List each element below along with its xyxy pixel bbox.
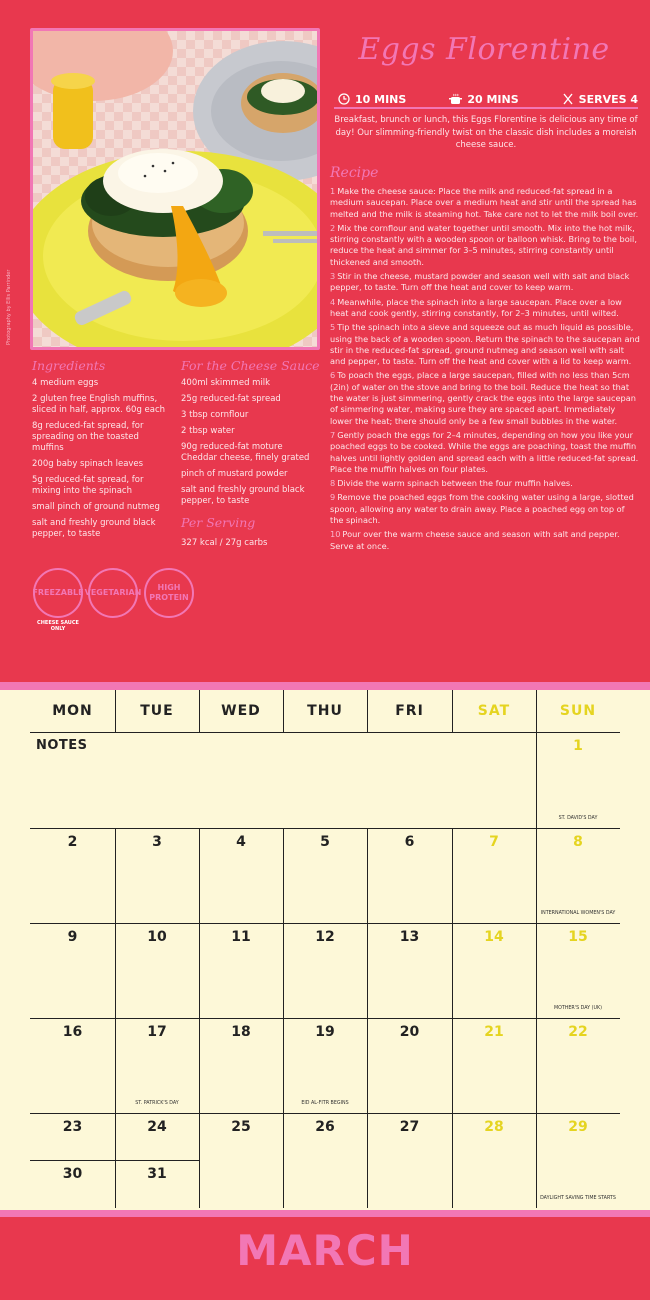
date-cell-25[interactable] xyxy=(199,1113,283,1208)
date-number: 17 xyxy=(147,1024,167,1040)
step-text: Meanwhile, place the spinach into a large saucepan. Place over a low heat and cook gently, stirring constantly, for 2–3 minutes, until wilted. xyxy=(330,296,622,318)
date-number: 23 xyxy=(62,1119,83,1135)
date-number: 12 xyxy=(315,929,335,945)
date-cell-11[interactable] xyxy=(199,923,283,1018)
day-header-mon: MON xyxy=(52,703,93,719)
recipe-intro: Breakfast, brunch or lunch, this Eggs Florentine is delicious any time of day! Our slimming-friendly twist on the classic dish includes a moreish cheese sauce. xyxy=(334,115,638,150)
step-text: Remove the poached eggs from the cooking water using a large, slotted spoon, allowing any water to drain away. Place a poached egg on top of the spinach. xyxy=(330,492,634,526)
column-divider xyxy=(199,690,200,732)
recipe-step xyxy=(330,370,640,426)
date-cell-20[interactable] xyxy=(367,1018,452,1113)
date-cell-12[interactable] xyxy=(283,923,367,1018)
date-cell-19[interactable] xyxy=(283,1018,367,1113)
ingredient-item: salt and freshly ground black pepper, to taste xyxy=(32,518,156,539)
sauce-ingredient-item: 400ml skimmed milk xyxy=(181,378,271,388)
stats-divider xyxy=(334,107,638,109)
recipe-photo xyxy=(30,28,320,350)
prep-time-label: 10 MINS xyxy=(355,92,407,106)
vegetarian-badge: VEGETARIAN xyxy=(88,568,138,618)
recipe-steps xyxy=(330,186,640,555)
recipe-step xyxy=(330,478,640,489)
cheese-sauce-heading: For the Cheese Sauce xyxy=(181,358,320,373)
column-divider xyxy=(367,690,368,732)
eggs-florentine-image xyxy=(33,31,320,350)
date-number: 16 xyxy=(62,1024,83,1040)
recipe-step xyxy=(330,322,640,367)
date-cell-10[interactable] xyxy=(115,923,199,1018)
sauce-ingredient-item: 25g reduced-fat spread xyxy=(181,394,281,404)
date-number: 7 xyxy=(489,834,499,850)
step-text: Make the cheese sauce: Place the milk and reduced-fat spread in a medium saucepan. Place over a medium heat and stir until the spread has melted and the milk is steaming hot. Take care not to let the milk boil over. xyxy=(330,186,639,219)
date-number: 30 xyxy=(62,1166,83,1182)
step-number: 7 xyxy=(330,429,336,440)
date-number: 25 xyxy=(231,1119,251,1135)
date-number: 21 xyxy=(484,1024,504,1040)
header-rule xyxy=(30,732,620,733)
recipe-heading: Recipe xyxy=(330,165,379,181)
step-number: 1 xyxy=(330,186,336,196)
recipe-step xyxy=(330,223,640,268)
date-number: 1 xyxy=(573,738,583,754)
date-cell-14[interactable] xyxy=(452,923,536,1018)
per-serving-value: 327 kcal / 27g carbs xyxy=(181,538,268,548)
recipe-step xyxy=(330,271,640,294)
date-number: 19 xyxy=(315,1024,335,1040)
date-number: 11 xyxy=(231,929,251,945)
date-number: 27 xyxy=(399,1119,420,1135)
date-event: ST. DAVID'S DAY xyxy=(558,816,598,821)
recipe-title: Eggs Florentine xyxy=(358,32,610,67)
servings-label: SERVES 4 xyxy=(578,92,638,106)
ingredient-item: 2 gluten free English muffins, sliced in half, approx. 60g each xyxy=(32,394,166,415)
date-event: ST. PATRICK'S DAY xyxy=(135,1101,179,1106)
date-number: 31 xyxy=(147,1166,167,1182)
date-number: 18 xyxy=(231,1024,251,1040)
recipe-step xyxy=(330,492,640,526)
sauce-ingredient-item: 2 tbsp water xyxy=(181,426,235,436)
date-event: INTERNATIONAL WOMEN'S DAY xyxy=(540,911,616,916)
divider-top xyxy=(0,682,650,690)
date-number: 22 xyxy=(568,1024,588,1040)
date-event: MOTHER'S DAY (UK) xyxy=(553,1006,603,1011)
column-divider xyxy=(536,690,537,732)
recipe-step xyxy=(330,430,640,475)
date-cell-31[interactable] xyxy=(115,1160,199,1210)
freezable-badge: FREEZABLE xyxy=(33,568,83,618)
step-text: Divide the warm spinach between the four muffin halves. xyxy=(337,478,573,489)
step-text: To poach the eggs, place a large saucepan, filled with no less than 5cm (2in) of water on the stove and bring to the boil. Reduce the heat so that the water is just simmering, gently crack the eggs into the large saucepan of simmering water, making sure they are spaced apart. Immediately lower the heat; there should only be a few small bubbles in the water. xyxy=(330,370,636,426)
date-cell-16[interactable] xyxy=(30,1018,115,1113)
date-cell-1[interactable] xyxy=(536,732,620,828)
date-number: 28 xyxy=(484,1119,504,1135)
date-cell-27[interactable] xyxy=(367,1113,452,1208)
date-cell-13[interactable] xyxy=(367,923,452,1018)
date-cell-15[interactable] xyxy=(536,923,620,1018)
column-divider xyxy=(452,690,453,732)
photo-credit: Photography by Ellis Parrinder xyxy=(6,269,12,345)
date-number: 6 xyxy=(404,834,415,850)
ingredients-list xyxy=(32,378,172,545)
date-event: DAYLIGHT SAVING TIME STARTS xyxy=(540,1196,616,1201)
date-event: EID AL-FITR BEGINS xyxy=(301,1101,349,1106)
month-title: MARCH xyxy=(236,1226,414,1275)
recipe-step xyxy=(330,297,640,320)
step-number: 6 xyxy=(330,370,336,381)
badge-note: CHEESE SAUCE ONLY xyxy=(37,620,79,632)
step-text: Gently poach the eggs for 2–4 minutes, depending on how you like your poached eggs to be cooked. While the eggs are poaching, toast the muffin halves until lightly golden and spread each with a little reduced-fat spread. Place the muffin halves on four plates. xyxy=(330,429,639,474)
date-cell-6[interactable] xyxy=(367,828,452,923)
step-text: Tip the spinach into a sieve and squeeze out as much liquid as possible, using the back of a wooden spoon. Return the spinach to the saucepan and stir in the reduced-fat spread, ground nutmeg and season well with salt and pepper, to taste. Turn off the heat and cover with a lid to keep warm. xyxy=(330,322,640,367)
date-cell-7[interactable] xyxy=(452,828,536,923)
date-number: 20 xyxy=(399,1024,420,1040)
divider-bottom xyxy=(0,1210,650,1217)
step-number: 4 xyxy=(330,296,336,307)
date-number: 3 xyxy=(152,834,162,850)
sauce-ingredient-item: pinch of mustard powder xyxy=(181,469,288,479)
date-number: 15 xyxy=(568,929,588,945)
column-divider xyxy=(283,690,284,732)
cheese-sauce-list xyxy=(181,378,321,512)
notes-label: NOTES xyxy=(36,738,88,753)
sauce-ingredient-item: 3 tbsp cornflour xyxy=(181,410,249,420)
day-header-wed: WED xyxy=(221,703,261,719)
date-number: 9 xyxy=(67,929,78,945)
date-cell-4[interactable] xyxy=(199,828,283,923)
date-cell-29[interactable] xyxy=(536,1113,620,1208)
date-number: 14 xyxy=(484,929,504,945)
date-cell-5[interactable] xyxy=(283,828,367,923)
day-header-fri: FRI xyxy=(395,703,424,719)
sauce-ingredient-item: salt and freshly ground black pepper, to taste xyxy=(181,485,305,506)
ingredient-item: 5g reduced-fat spread, for mixing into the spinach xyxy=(32,475,144,496)
day-header-sun: SUN xyxy=(559,703,597,719)
date-cell-8[interactable] xyxy=(536,828,620,923)
clock-icon xyxy=(338,93,350,105)
recipe-step xyxy=(330,186,640,220)
day-header-sat: SAT xyxy=(477,703,511,719)
date-cell-2[interactable] xyxy=(30,828,115,923)
date-cell-18[interactable] xyxy=(199,1018,283,1113)
ingredient-item: small pinch of ground nutmeg xyxy=(32,502,160,512)
day-header-thu: THU xyxy=(307,703,343,719)
cook-time-label: 20 MINS xyxy=(467,92,519,106)
date-number: 4 xyxy=(236,834,246,850)
sauce-ingredient-item: 90g reduced-fat moture Cheddar cheese, finely grated xyxy=(181,442,310,463)
date-cell-22[interactable] xyxy=(536,1018,620,1113)
step-text: Pour over the warm cheese sauce and season with salt and pepper. Serve at once. xyxy=(330,529,620,551)
date-cell-21[interactable] xyxy=(452,1018,536,1113)
date-number: 24 xyxy=(147,1119,167,1135)
date-cell-3[interactable] xyxy=(115,828,199,923)
date-cell-28[interactable] xyxy=(452,1113,536,1208)
step-number: 8 xyxy=(330,478,336,489)
date-number: 10 xyxy=(147,929,167,945)
cutlery-icon xyxy=(562,93,574,105)
date-cell-17[interactable] xyxy=(115,1018,199,1113)
date-cell-30[interactable] xyxy=(30,1160,115,1210)
date-number: 26 xyxy=(315,1119,335,1135)
per-serving-heading: Per Serving xyxy=(181,515,256,530)
step-text: Mix the cornflour and water together until smooth. Mix into the hot milk, stirring constantly with a wooden spoon or balloon whisk. Bring to the boil, reduce the heat and simmer for 3–5 minutes, stirring constantly until thickened and smooth. xyxy=(330,222,637,267)
step-number: 5 xyxy=(330,322,336,333)
ingredient-item: 4 medium eggs xyxy=(32,378,99,388)
pot-icon xyxy=(449,93,462,105)
date-number: 29 xyxy=(568,1119,588,1135)
step-text: Stir in the cheese, mustard powder and season well with salt and black pepper, to taste. Turn off the heat and cover to keep warm. xyxy=(330,271,630,293)
date-number: 2 xyxy=(67,834,78,850)
date-cell-26[interactable] xyxy=(283,1113,367,1208)
step-number: 2 xyxy=(330,222,336,233)
high-protein-badge: HIGH PROTEIN xyxy=(144,568,194,618)
date-number: 8 xyxy=(573,834,583,850)
day-header-tue: TUE xyxy=(140,703,174,719)
step-number: 3 xyxy=(330,271,336,282)
recipe-step xyxy=(330,529,640,552)
date-number: 13 xyxy=(399,929,420,945)
column-divider xyxy=(115,690,116,732)
step-number: 10 xyxy=(330,529,341,540)
step-number: 9 xyxy=(330,492,336,503)
ingredient-item: 200g baby spinach leaves xyxy=(32,459,144,469)
ingredients-heading: Ingredients xyxy=(32,358,106,373)
ingredient-item: 8g reduced-fat spread, for spreading on the toasted muffins xyxy=(32,421,144,453)
date-cell-9[interactable] xyxy=(30,923,115,1018)
date-number: 5 xyxy=(320,834,330,850)
